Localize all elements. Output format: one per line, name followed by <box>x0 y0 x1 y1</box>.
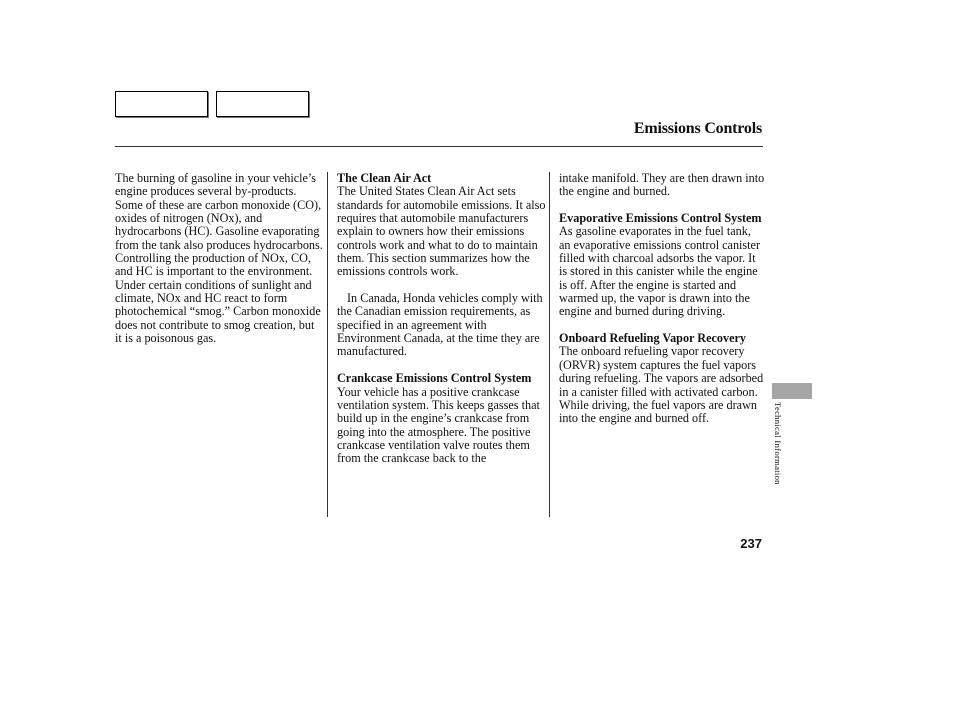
intro-paragraph: The burning of gasoline in your vehicle’s engine produces several by-products. Some of these are carbon monoxide (CO), oxides of nitrogen (NOx), and hydrocarbons (HC). Gasoline evaporating from the tank also produces hydrocarbons. Controlling the production of NOx, CO, and HC is important to the environment. Under certain conditions of sunlight and climate, NOx and HC react to form photochemical “smog.” Carbon monoxide does not contribute to smog creation, but it is a poisonous gas. <box>115 171 323 346</box>
page-number: 237 <box>740 536 762 551</box>
clean-air-paragraph: The United States Clean Air Act sets standards for automobile emissions. It also requires that automobile manufacturers explain to owners how their emissions controls work and what to do to maintain them. This section summarizes how the emissions controls work. <box>337 184 546 279</box>
column-clean-air <box>337 172 547 466</box>
column-divider <box>327 172 328 517</box>
section-tab[interactable] <box>772 383 812 399</box>
column-evaporative <box>559 172 765 426</box>
crankcase-heading: Crankcase Emissions Control System <box>337 371 532 386</box>
next-page-button[interactable] <box>216 91 309 117</box>
orvr-paragraph: The onboard refueling vapor recovery (ORVR) system captures the fuel vapors during refueling. The vapors are adsorbed in a canister filled with activated carbon. While driving, the fuel vapors are drawn into the engine and burned off. <box>559 344 764 426</box>
evaporative-heading: Evaporative Emissions Control System <box>559 211 762 226</box>
clean-air-heading: The Clean Air Act <box>337 171 432 185</box>
evaporative-paragraph: As gasoline evaporates in the fuel tank, an evaporative emissions control canister filled with charcoal adsorbs the vapor. It is stored in this canister while the engine is off. After the engine is started and warmed up, the vapor is drawn into the engine and burned during driving. <box>559 224 761 319</box>
section-label: Technical Information <box>773 402 783 485</box>
crankcase-paragraph: Your vehicle has a positive crankcase ventilation system. This keeps gasses that build up in the engine’s crankcase from going into the atmosphere. The positive crankcase ventilation valve routes them from the crankcase back to the <box>337 384 540 466</box>
column-divider <box>549 172 550 517</box>
header-rule <box>115 146 763 147</box>
column-intro <box>115 172 323 345</box>
page-title: Emissions Controls <box>633 120 762 137</box>
crankcase-continued-paragraph: intake manifold. They are then drawn into the engine and burned. <box>559 171 765 199</box>
previous-page-button[interactable] <box>115 91 208 117</box>
canada-paragraph: In Canada, Honda vehicles comply with the Canadian emission requirements, as specified in an agreement with Environment Canada, at the time they are manufactured. <box>337 291 543 359</box>
orvr-heading: Onboard Refueling Vapor Recovery <box>559 331 746 346</box>
